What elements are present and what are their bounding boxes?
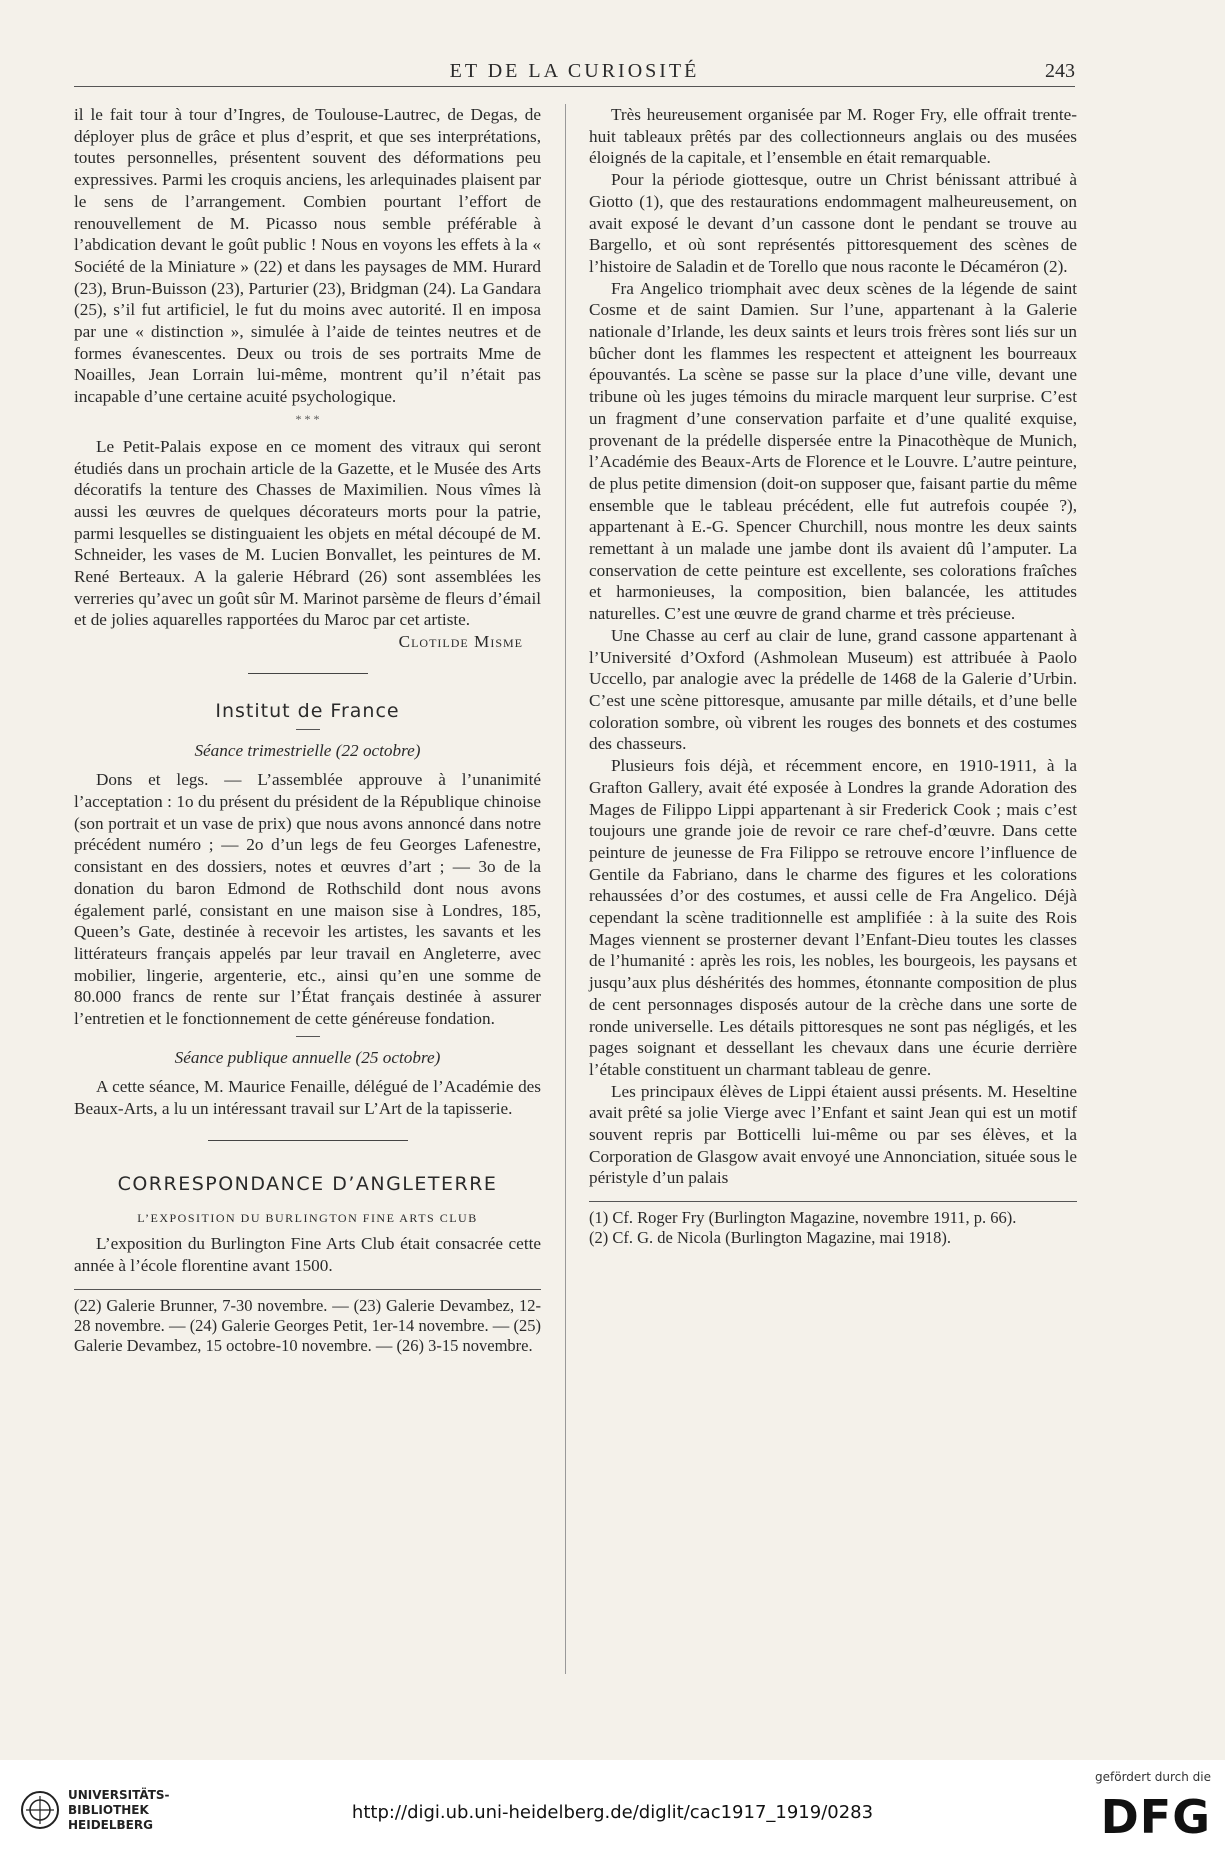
left-paragraph-2: Le Petit-Palais expose en ce moment des vitraux qui seront étudiés dans un prochain article de la Gazette, et le Musée des Arts décoratifs la tenture des Chasses de Maximilien. Nous vîmes là aussi les œuvres de quelques décorateurs morts pour la patrie, parmi lesquelles se distinguaient les objets en métal découpé de M. Schneider, les vases de M. Lucien Bonvallet, les peintures de M. René Berteaux. A la galerie Hébrard (26) sont assemblées les verreries qu’avec un goût sûr M. Marinot parsème de fleurs d’émail et de jolies aquarelles rapportées du Maroc par cet artiste. [74,436,541,630]
left-paragraph-5: L’exposition du Burlington Fine Arts Club était consacrée cette année à l’école florentine avant 1500. [74,1234,541,1275]
right-paragraph-6: Les principaux élèves de Lippi étaient aussi présents. M. Heseltine avait prêté sa jolie Vierge avec l’Enfant et saint Jean qui est un motif souvent repris par Botticelli lui-même ou par ses élèves, et la Corporation de Glasgow avait envoyé une Annonciation, située sous le péristyle d’un palais [589,1081,1077,1188]
running-header [74,52,1075,86]
footnote-1: (1) Cf. Roger Fry (Burlington Magazine, novembre 1911, p. 66). [589,1208,1017,1228]
university-library-name: UNIVERSITÄTS- BIBLIOTHEK HEIDELBERG [68,1788,170,1832]
left-paragraph-1: il le fait tour à tour d’Ingres, de Toulouse-Lautrec, de Degas, de déployer plus de grâce et plus d’esprit, et que ses interprétations, toutes personnelles, présentent souvent des déformations peu expressives. Parmi les croquis anciens, les arlequinades plaisent par le sens de l’arrangement. Combien pourtant l’effort de renouvellement de M. Picasso nous semble préférable à l’abdication devant le goût public ! Nous en voyons les effets à la « Société de la Miniature » (22) et dans les paysages de MM. Hurard (23), Brun-Buisson (23), Parturier (23), Bridgman (24). La Gandara (25), s’il fut artificiel, le fut du moins avec autorité. Il en imposa par une « distinction », simulée à l’aide de teintes neutres et de formes évanescentes. Deux ou trois de ses portraits Mme de Noailles, Jean Lorrain lui-même, montrent qu’il n’était pas incapable d’une certaine acuité psychologique. [74,105,541,407]
footnote-2: (2) Cf. G. de Nicola (Burlington Magazine, mai 1918). [589,1228,951,1248]
short-rule [296,729,320,730]
section-stars: * * * [295,411,320,426]
section-title-angleterre: CORRESPONDANCE D’ANGLETERRE [117,1172,498,1195]
left-column [74,104,541,1356]
right-paragraph-1: Très heureusement organisée par M. Roger Fry, elle offrait trente-huit tableaux prêtés par des collectionneurs anglais ou des musées éloignés de la capitale, et l’ensemble en était remarquable. [589,105,1077,168]
page-number: 243 [1045,60,1075,82]
right-paragraph-5: Plusieurs fois déjà, et récemment encore, en 1910-1911, à la Grafton Gallery, avait été exposée à Londres la grande Adoration des Mages de Filippo Lippi appartenant à sir Frederick Cook ; mais c’est toujours une grande joie de revoir ce rare chef-d’œuvre. Dans cette peinture de jeunesse de Fra Filippo se retrouve encore l’influence de Gentile da Fabriano, dans le charme des figures et les colorations rehaussées d’or des costumes, et aussi celle de Fra Angelico. Déjà cependant la scène traditionnelle est amplifiée : à la suite des Rois Mages viennent se prosterner devant l’Enfant-Dieu toutes les classes de l’humanité : après les rois, les nobles, les bourgeois, les paysans et jusqu’aux plus déshérités des hommes, étonnante composition de plus de cent personnages disposés autour de la crèche dans une sorte de ronde universelle. Les détails pittoresques ne sont pas négligés, et les pages soignant et dessellant les chevaux dans une écurie derrière l’étable constituent un charmant tableau de genre. [589,756,1077,1079]
left-paragraph-4: A cette séance, M. Maurice Fenaille, délégué de l’Académie des Beaux-Arts, a lu un intéressant travail sur L’Art de la tapisserie. [74,1077,541,1119]
right-column [589,104,1077,1248]
funding-caption: gefördert durch die [1095,1770,1211,1784]
header-rule [74,86,1075,87]
right-footnotes [589,1208,1077,1248]
right-paragraph-3: Fra Angelico triomphait avec deux scènes de la légende de saint Cosme et de saint Damien. Sur l’une, appartenant à la Galerie nationale d’Irlande, les deux saints et leurs trois frères sont liés sur un bûcher dont les flammes les respectent et atteignent les bourreaux épouvantés. La scène se passe sur la place d’une ville, devant une tribune où les juges témoins du miracle marquent leur surprise. C’est un fragment d’une conservation parfaite et d’une qualité exquise, provenant de la prédelle dispersée entre la Pinacothèque de Munich, l’Académie des Beaux-Arts de Florence et le Louvre. L’autre peinture, de plus petite dimension (doit-on supposer que, faisant partie du même ensemble que le tableau précédent, elle fut autrefois coupée ?), appartenant à E.-G. Spencer Churchill, nous montre les deux saints remettant à un malade une jambe dont ils avaient dû l’amputer. La conservation de cette peinture est excellente, ses colorations fraîches et harmonieuses, la composition, bien balancée, les attitudes naturelles. C’est une œuvre de grand charme et très précieuse. [589,278,1077,624]
subhead-seance-trimestrielle: Séance trimestrielle (22 octobre) [194,740,421,760]
section-title-institut: Institut de France [215,699,400,722]
digitization-footer [0,1760,1225,1869]
column-separator [565,104,566,1674]
footnote-rule [74,1289,541,1290]
footnote-rule-right [589,1201,1077,1202]
subhead-exposition: L’EXPOSITION DU BURLINGTON FINE ARTS CLUB [137,1210,478,1225]
left-footnote: (22) Galerie Brunner, 7-30 novembre. — (23) Galerie Devambez, 12-28 novembre. — (24) Galerie Georges Petit, 1er-14 novembre. — (25) Galerie Devambez, 15 octobre-10 novembre. — (26) 3-15 novembre. [74,1295,541,1355]
ornament-divider-2 [74,1130,541,1152]
dfg-logo: DFG [1100,1790,1211,1844]
author-signature: Clotilde Misme [398,632,523,652]
right-paragraph-4: Une Chasse au cerf au clair de lune, grand cassone appartenant à l’Université d’Oxford (Ashmolean Museum) est attribuée à Paolo Uccello, par analogie avec la prédelle de 1468 de la Galerie d’Urbin. C’est une scène pittoresque, amusante par mille détails, et d’une belle coloration sombre, où vibrent les rouges des bonnets et des costumes des chasseurs. [589,625,1077,754]
running-title: ET DE LA CURIOSITÉ [449,60,700,82]
right-paragraph-2: Pour la période giottesque, outre un Christ bénissant attribué à Giotto (1), que des restaurations endommagent malheureusement, on avait exposé le devant d’un cassone dont le pendant se trouve au Bargello, et où sont représentés pittoresquement des scènes de l’histoire de Saladin et de Torello que nous raconte le Décaméron (2). [589,170,1077,276]
ornament-divider [74,663,541,685]
left-paragraph-3: Dons et legs. — L’assemblée approuve à l’unanimité l’acceptation : 1o du présent du président de la République chinoise (son portrait et un vase de prix) que nous avons annoncé dans notre précédent numéro ; — 2o d’un legs de feu Georges Lafenestre, consistant en des dossiers, notes et œuvres d’art ; — 3o de la donation du baron Edmond de Rothschild dont nous avons également parlé, consistant en une maison sise à Londres, 185, Queen’s Gate, destinée à recevoir les artistes, les savants et les littérateurs français appelés par leur travail en Angleterre, avec mobilier, lingerie, argenterie, etc., ainsi qu’en une somme de 80.000 francs de rente sur l’État français destinée à assurer l’entretien et le fonctionnement de cette généreuse fondation. [74,770,541,1029]
source-url-link[interactable]: http://digi.ub.uni-heidelberg.de/diglit/cac1917_1919/0283 [351,1802,874,1823]
subhead-seance-publique: Séance publique annuelle (25 octobre) [174,1047,441,1067]
short-rule-2 [296,1036,320,1037]
